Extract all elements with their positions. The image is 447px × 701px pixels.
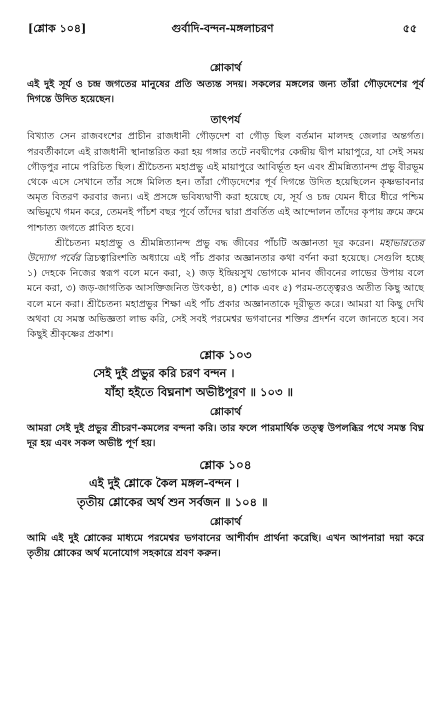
purport-paragraph-2 xyxy=(27,236,424,342)
book-reference: মহাভারতের উদ্যোগ পর্বের xyxy=(27,237,424,265)
verse-104-translation: আমি এই দুই শ্লোকের মাধ্যমে পরমেশ্বর ভগবানের আশীর্বাদ প্রার্থনা করেছি। এখন আপনারা দয়া করে তৃতীয় শ্লোকের অর্থ মনোযোগ সহকারে শ্রবণ করুন। xyxy=(27,532,424,559)
verse-103-translation-heading: শ্লোকার্থ xyxy=(209,406,242,419)
verse-103-translation: আমরা সেই দুই প্রভুর শ্রীচরণ-কমলের বন্দনা করি। তার ফলে পারমার্থিক তত্ত্ব উপলব্ধির পথে সমস্ত বিঘ্ন দূর হয় এবং সকল অভীষ্ট পূর্ণ হয়। xyxy=(27,423,424,450)
verse-104-line-2: তৃতীয় শ্লোকের অর্থ শুন সর্বজন ॥ ১০৪ ॥ xyxy=(77,494,268,509)
purport-p2-start: শ্রীচৈতন্য মহাপ্রভু ও শ্রীমন্নিত্যানন্দ প্রভু বদ্ধ জীবের পাঁচটি অজ্ঞানতা দূর করেন। xyxy=(55,237,380,249)
verse-104-translation-heading: শ্লোকার্থ xyxy=(209,515,242,528)
verse-104-line-1: এই দুই শ্লোকে কৈল মঙ্গল-বন্দন । xyxy=(89,475,240,490)
purport-heading: তাৎপর্য xyxy=(210,114,241,127)
verse-103-line-2: যাঁহা হইতে বিঘ্ননাশ অভীষ্টপূরণ ॥ ১০৩ ॥ xyxy=(105,385,293,400)
purport-p2-rest: ত্রিচত্বারিংশতি অধ্যায়ে এই পাঁচ প্রকার অজ্ঞানতার কথা বর্ণনা করা হয়েছে। সেগুলি হচ্ছে ১) দেহকে নিজের স্বরূপ বলে মনে করা, ২) জড় ইন্দ্রিয়সুখ ভোগকে মানব জীবনের লাভের উপায় বলে মনে করা, ৩) জড়-জাগতিক আসক্তিজনিত উৎকণ্ঠা, ৪) শোক এবং ৫) পরম-তত্ত্বেরও অতীত কিছু আছে বলে মনে করা। শ্রীচৈতন্য মহাপ্রভুর শিক্ষা এই পাঁচ প্রকার অজ্ঞানতাকে দূরীভূত করে। আমরা যা কিছু দেখি অথবা যে সমস্ত অভিজ্ঞতা লাভ করি, সেই সবই পরমেশ্বর ভগবানের শক্তির প্রদর্শন বলে জানতে হবে। সব কিছুই শ্রীকৃষ্ণের প্রকাশ। xyxy=(27,253,424,341)
verse-104-number: শ্লোক ১০৪ xyxy=(199,457,252,472)
header-page-number: ৫৫ xyxy=(402,22,417,35)
verse-103-number: শ্লোক ১০৩ xyxy=(199,348,252,363)
page-header xyxy=(28,20,417,38)
purport-paragraph-1: বিখ্যাত সেন রাজবংশের প্রাচীন রাজধানী গৌড়দেশ বা গৌড় ছিল বর্তমান মালদহ জেলার অন্তর্গত। পরবর্তীকালে এই রাজধানী স্থানান্তরিত করা হয় গঙ্গার তটে নবদ্বীপের কেন্দ্রীয় দ্বীপ মায়াপুরে, যা সেই সময় গৌড়পুর নামে পরিচিত ছিল। শ্রীচৈতন্য মহাপ্রভু এই মায়াপুরে আবির্ভূত হন এবং শ্রীমন্নিত্যানন্দ প্রভু বীরভূম থেকে এসে সেখানে তাঁর সঙ্গে মিলিত হন। তাঁরা গৌড়দেশের পূর্ব দিগন্তে উদিত হয়েছিলেন কৃষ্ণভাবনার অমৃত বিতরণ করবার জন্য। এই প্রসঙ্গে ভবিষ্যদ্বাণী করা হয়েছে যে, সূর্য ও চন্দ্র যেমন ধীরে ধীরে পশ্চিম অভিমুখে গমন করে, তেমনই পাঁচশ বছর পূর্বে তাঁদের দ্বারা প্রবর্তিত এই আন্দোলন তাঁদের কৃপায় ক্রমে ক্রমে পাশ্চাত্য জগতে প্লাবিত হবে। xyxy=(27,131,424,234)
verse-103-line-1: সেই দুই প্রভুর করি চরণ বন্দন । xyxy=(93,366,235,381)
header-verse-range: [শ্লোক ১০৪] xyxy=(28,22,87,35)
translation-heading: শ্লোকার্থ xyxy=(209,62,242,74)
translation-text: এই দুই সূর্য ও চন্দ্র জগতের মানুষের প্রতি অত্যন্ত সদয়। সকলের মঙ্গলের জন্য তাঁরা গৌড়দেশের পূর্ব দিগন্তে উদিত হয়েছেন। xyxy=(27,79,424,106)
header-chapter-title: গুর্বাদি-বন্দন-মঙ্গলাচরণ xyxy=(171,22,274,35)
page-body xyxy=(27,58,424,561)
